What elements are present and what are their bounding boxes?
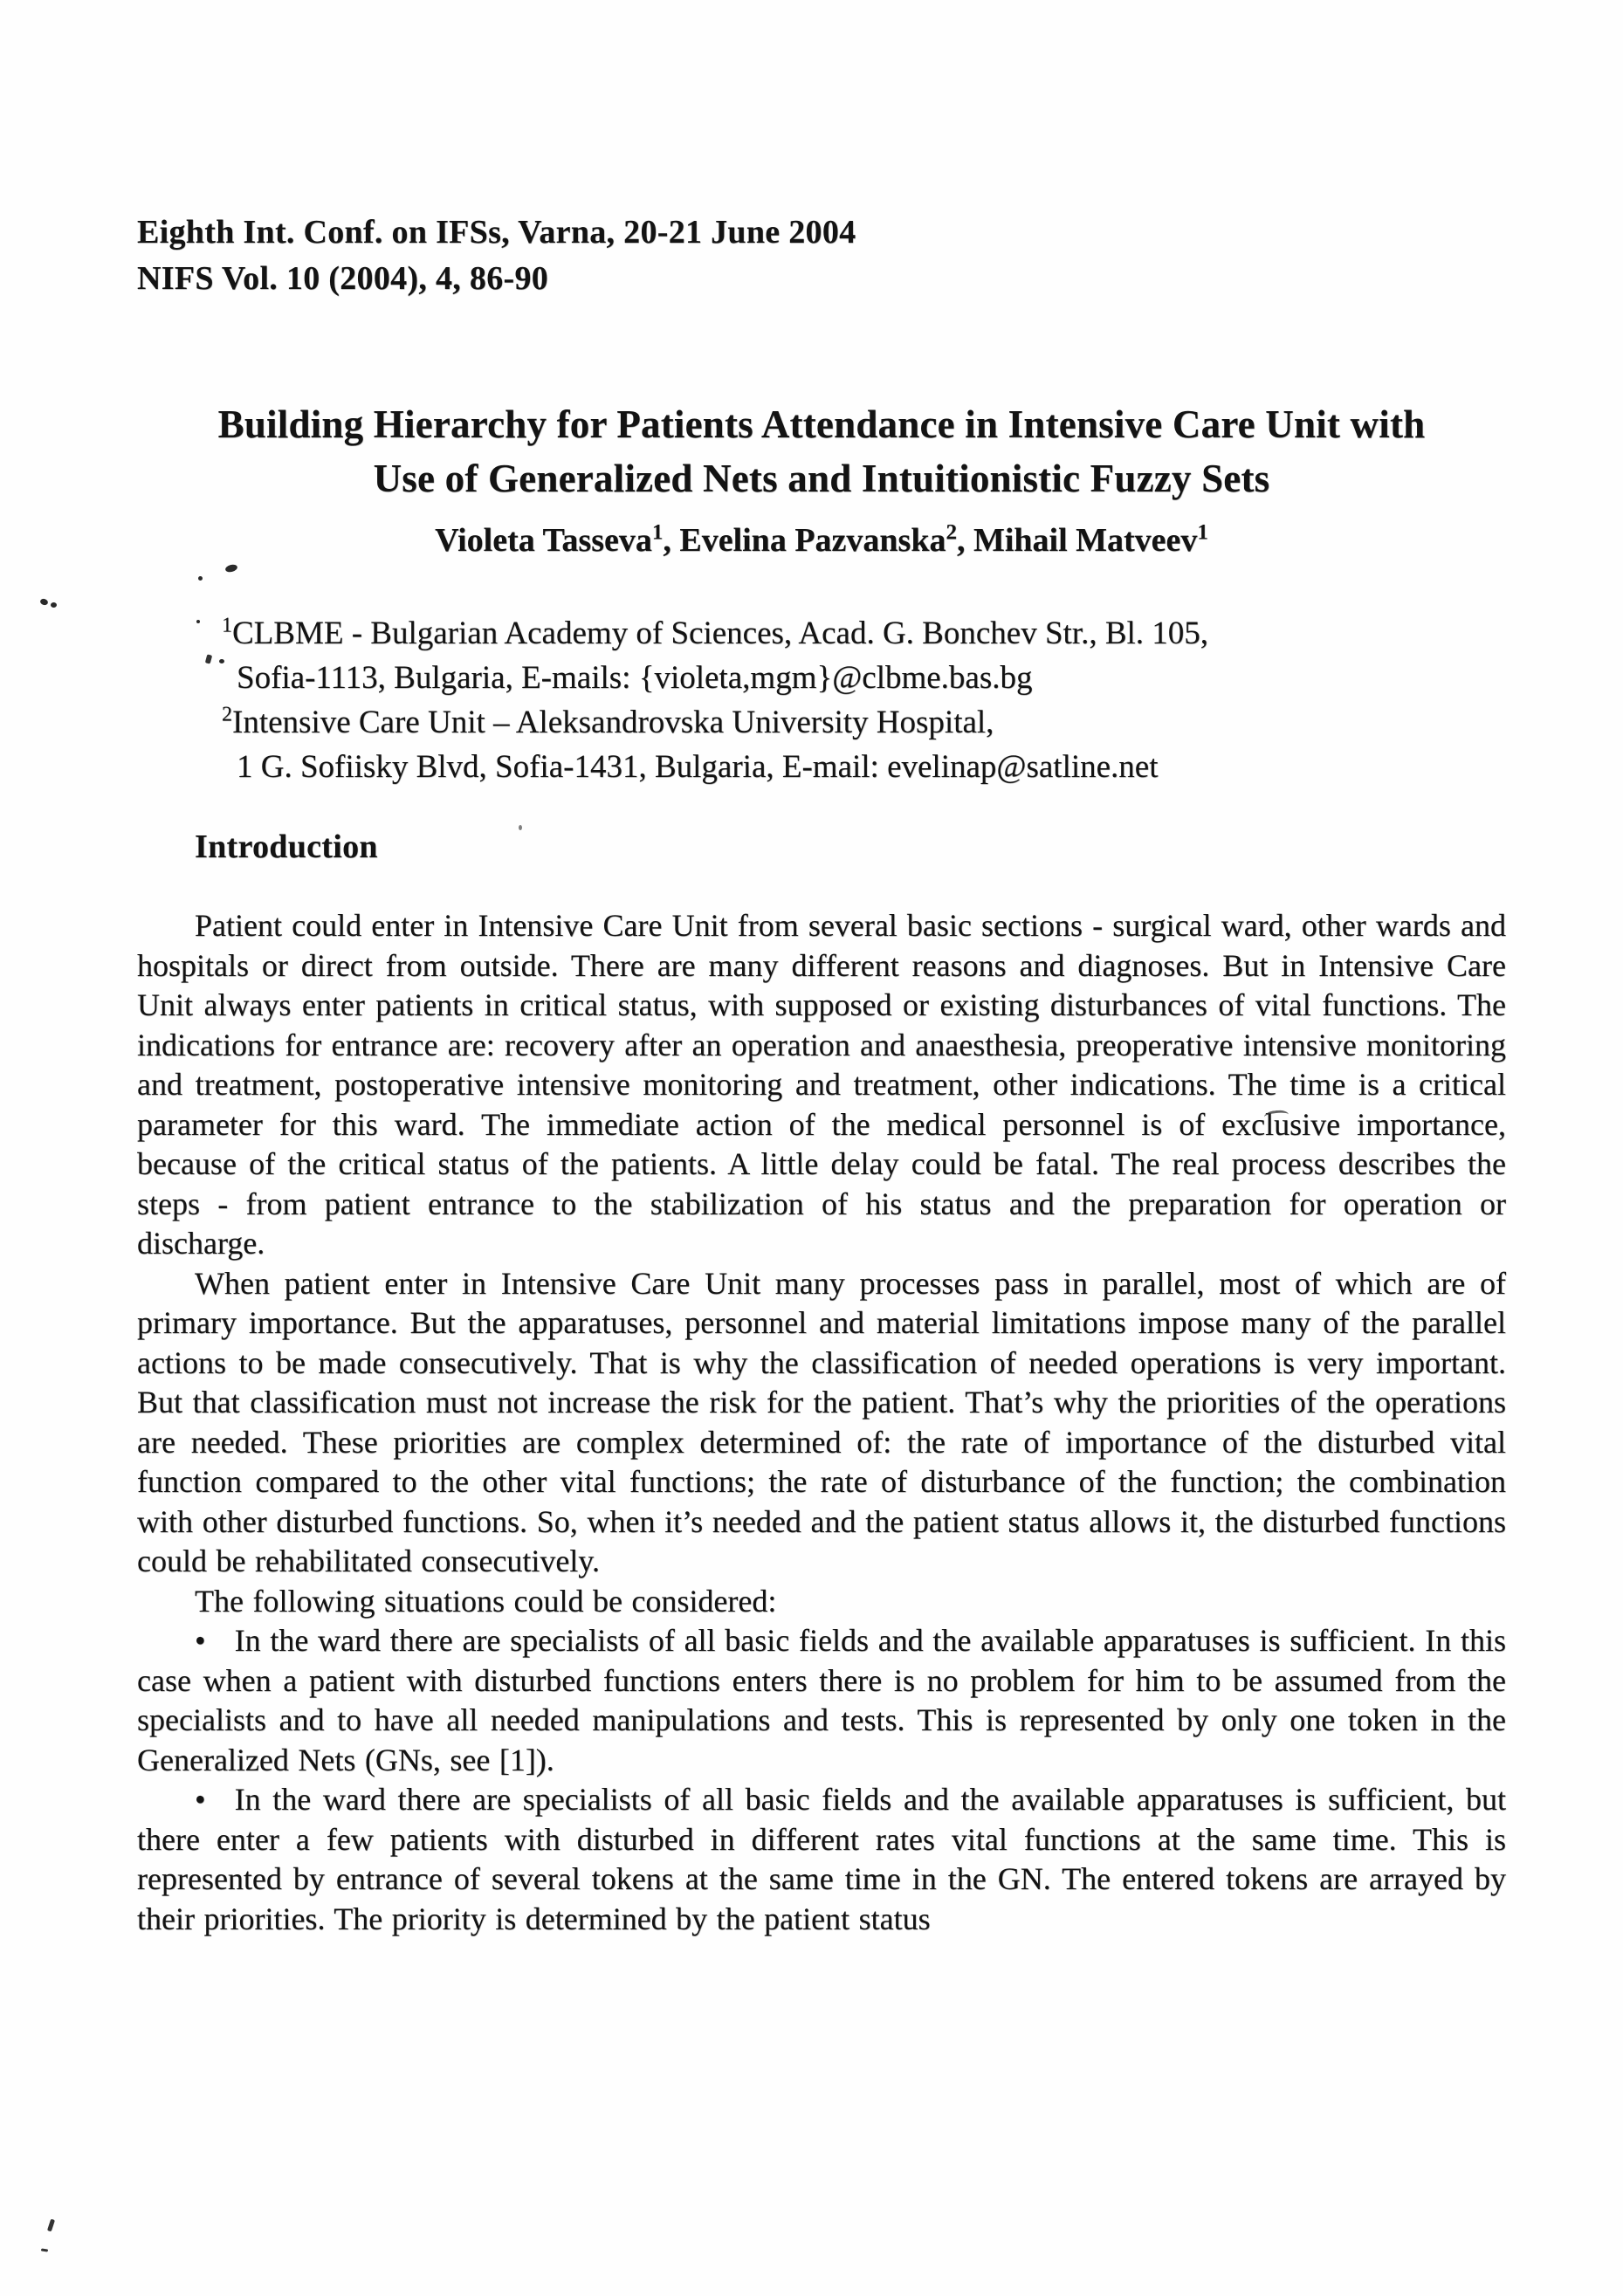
- conference-line: Eighth Int. Conf. on IFSs, Varna, 20-21 June 2004: [137, 214, 856, 251]
- section-heading-introduction: Introduction: [195, 828, 378, 865]
- running-head: [137, 210, 1506, 302]
- author-1-affiliation-mark: 1: [651, 520, 664, 545]
- paragraph-3: The following situations could be considered:: [195, 1583, 777, 1619]
- bullet-icon: •: [195, 1782, 206, 1817]
- scan-speck: [519, 825, 522, 830]
- scan-speck: [196, 620, 200, 623]
- authors-line: [137, 521, 1506, 560]
- affiliation-2-mark: 2: [222, 703, 232, 726]
- scan-speck: [47, 2219, 55, 2232]
- paper-title-line2: Use of Generalized Nets and Intuitionistic Fuzzy Sets: [373, 457, 1270, 500]
- paragraph-1: Patient could enter in Intensive Care Unit from several basic sections - surgical ward, other wards and hospitals or direct from outside. There are many different reasons and diagnoses. But in Intensive Care Unit always enter patients in critical status, with supposed or existing disturbances of vital functions. The indications for entrance are: recovery after an operation and anaesthesia, preoperative intensive monitoring and treatment, postoperative intensive monitoring and treatment, other indications. The time is a critical parameter for this ward. The immediate action of the medical personnel is of exclusive importance, because of the critical status of the patients. A little delay could be fatal. The real process describes the steps - from patient entrance to the stabilization of his status and the preparation for operation or discharge.: [137, 908, 1506, 1261]
- scan-speck: [41, 2248, 48, 2251]
- paragraph-2: When patient enter in Intensive Care Unit many processes pass in parallel, most of which are of primary importance. But the apparatuses, personnel and material limitations impose many of the parallel actions to be made consecutively. That is why the classification of needed operations is very important. But that classification must not increase the risk for the patient. That’s why the priorities of the operations are needed. These priorities are complex determined of: the rate of importance of the disturbed vital function compared to the other vital functions; the rate of disturbance of the function; the combination with other disturbed functions. So, when it’s needed and the patient status allows it, the disturbed functions could be rehabilitated consecutively.: [137, 1265, 1506, 1578]
- author-2: Evelina Pazvanska$^2$,: [679, 520, 973, 559]
- author-separator: ,: [663, 522, 680, 559]
- paper-title: [137, 397, 1506, 505]
- affiliation-1-mark: 1: [222, 614, 232, 637]
- scan-speck: [198, 576, 203, 581]
- author-separator: ,: [956, 522, 973, 559]
- journal-volume-line: NIFS Vol. 10 (2004), 4, 86-90: [137, 260, 549, 297]
- affiliation-2-line1: $^2$Intensive Care Unit – Aleksandrovska University Hospital,: [222, 703, 994, 740]
- author-2-affiliation-mark: 2: [946, 520, 957, 545]
- author-3-affiliation-mark: 1: [1197, 520, 1208, 545]
- bullet-item-2-text: In the ward there are specialists of all basic fields and the available apparatuses is sufficient, but there enter a few patients with disturbed in different rates vital functions at the same time. This is represented by entrance of several tokens at the same time in the GN. The entered tokens are arrayed by their priorities. The priority is determined by the patient status: [137, 1782, 1506, 1936]
- scan-speck: [224, 563, 238, 573]
- author-3: Mihail Matveev$^1$: [973, 520, 1208, 559]
- scan-speck: [51, 602, 57, 608]
- author-1: Violeta Tasseva$^1$,: [435, 520, 680, 559]
- bullet-item-1: [137, 1621, 1506, 1780]
- affiliation-1-line1: $^1$CLBME - Bulgarian Academy of Sciences, Acad. G. Bonchev Str., Bl. 105,: [222, 614, 1209, 651]
- bullet-item-2: [137, 1780, 1506, 1939]
- introduction-body: [137, 906, 1506, 1939]
- affiliation-2-line2: 1 G. Sofiisky Blvd, Sofia-1431, Bulgaria, E-mail: evelinap@satline.net: [237, 749, 1159, 785]
- affiliations-block: [137, 611, 1506, 789]
- bullet-icon: •: [195, 1623, 206, 1658]
- bullet-item-1-text: In the ward there are specialists of all basic fields and the available apparatuses is sufficient. In this case when a patient with disturbed functions enters there is no problem for him to be assumed from the specialists and to have all needed manipulations and tests. This is represented by only one token in the Generalized Nets (GNs, see [1]).: [137, 1623, 1506, 1777]
- scan-speck: [39, 598, 49, 607]
- paper-title-line1: Building Hierarchy for Patients Attendance in Intensive Care Unit with: [217, 402, 1426, 446]
- scan-speck: [219, 659, 224, 663]
- affiliation-1-line2: Sofia-1113, Bulgaria, E-mails: {violeta,mgm}@clbme.bas.bg: [237, 660, 1033, 696]
